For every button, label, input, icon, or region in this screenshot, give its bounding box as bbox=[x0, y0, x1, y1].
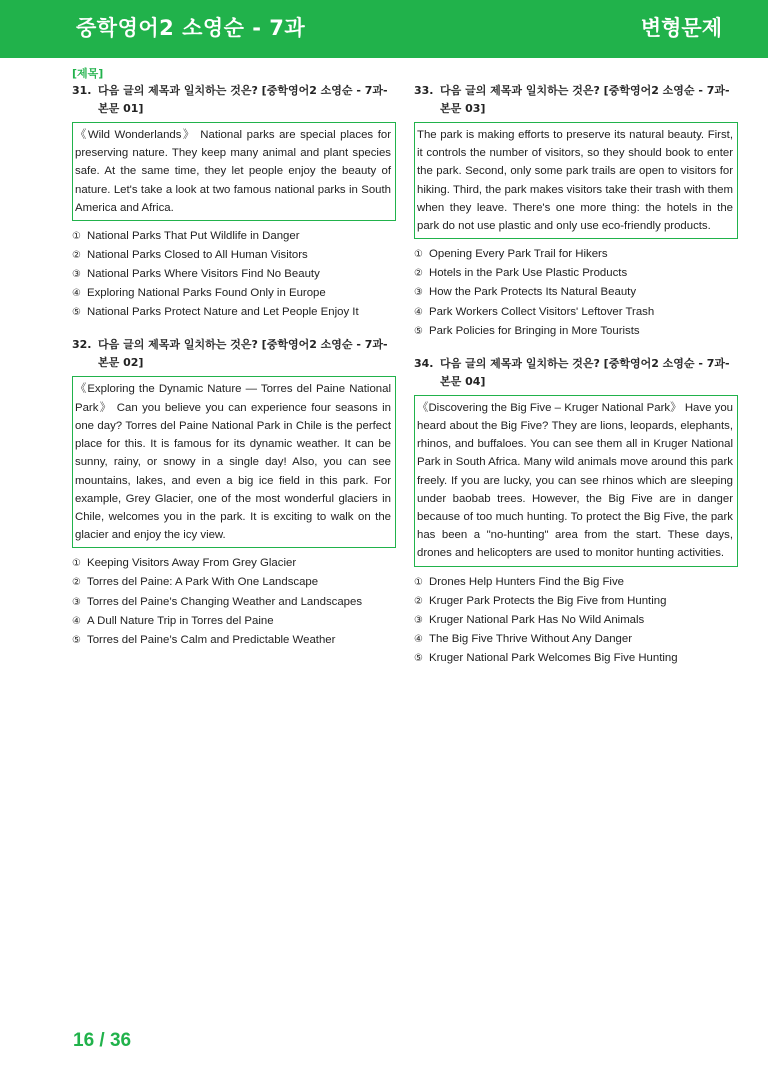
answer-option-5[interactable] bbox=[72, 303, 396, 322]
answer-option-4[interactable] bbox=[72, 612, 396, 631]
question-31 bbox=[72, 82, 396, 322]
left-column bbox=[72, 66, 396, 664]
option-mark: ⑤ bbox=[414, 325, 423, 337]
answer-option-2[interactable] bbox=[72, 573, 396, 592]
right-column bbox=[414, 82, 738, 682]
answer-option-2[interactable] bbox=[414, 264, 738, 283]
option-text: Hotels in the Park Use Plastic Products bbox=[429, 267, 628, 280]
answer-option-1[interactable] bbox=[414, 245, 738, 264]
answer-option-3[interactable] bbox=[72, 265, 396, 284]
passage-box: The park is making efforts to preserve its natural beauty. First, it controls the number of visitors, so they should book to enter the park. Second, only some park trails are open to visitors for hiking. Third, the park makes visitors take their trash with them when they leave. There's one more thing: the hotels in the park do not use plastic and only use eco-friendly products. bbox=[414, 122, 738, 239]
answer-option-4[interactable] bbox=[414, 303, 738, 322]
option-text: National Parks Protect Nature and Let People Enjoy It bbox=[87, 306, 359, 319]
option-mark: ② bbox=[414, 595, 423, 607]
option-mark: ④ bbox=[72, 615, 81, 627]
option-mark: ③ bbox=[72, 269, 81, 281]
question-34 bbox=[414, 355, 738, 668]
answer-option-1[interactable] bbox=[72, 227, 396, 246]
option-mark: ② bbox=[72, 250, 81, 262]
question-text: 다음 글의 제목과 일치하는 것은? [중학영어2 소영순 - 7과-본문 01] bbox=[98, 84, 388, 115]
question-number: 32. bbox=[72, 338, 92, 352]
option-text: National Parks Where Visitors Find No Beauty bbox=[87, 268, 320, 281]
option-text: Keeping Visitors Away From Grey Glacier bbox=[87, 557, 297, 570]
question-text: 다음 글의 제목과 일치하는 것은? [중학영어2 소영순 - 7과-본문 04] bbox=[440, 356, 730, 388]
option-mark: ② bbox=[414, 268, 423, 280]
answer-options bbox=[72, 554, 396, 649]
answer-option-4[interactable] bbox=[414, 630, 738, 649]
worksheet-type-label: 변형문제 bbox=[640, 16, 722, 40]
section-tag: [제목] bbox=[72, 67, 104, 80]
option-text: How the Park Protects Its Natural Beauty bbox=[429, 286, 637, 299]
option-mark: ① bbox=[414, 249, 423, 261]
answer-option-2[interactable] bbox=[72, 246, 396, 265]
question-prompt bbox=[414, 355, 738, 391]
option-mark: ① bbox=[72, 558, 81, 570]
option-mark: ④ bbox=[414, 633, 423, 645]
option-text: National Parks Closed to All Human Visitors bbox=[87, 249, 308, 262]
option-mark: ⑤ bbox=[414, 652, 423, 664]
option-mark: ⑤ bbox=[72, 634, 81, 646]
question-text: 다음 글의 제목과 일치하는 것은? [중학영어2 소영순 - 7과-본문 03] bbox=[440, 84, 730, 115]
option-text: Exploring National Parks Found Only in Europe bbox=[87, 287, 326, 300]
option-text: Drones Help Hunters Find the Big Five bbox=[429, 575, 624, 588]
option-mark: ① bbox=[72, 231, 81, 243]
option-text: National Parks That Put Wildlife in Danger bbox=[87, 230, 300, 243]
option-text: Kruger Park Protects the Big Five from Hunting bbox=[429, 594, 667, 607]
question-32 bbox=[72, 336, 396, 649]
page-header bbox=[0, 0, 768, 58]
answer-options bbox=[414, 573, 738, 668]
option-text: Opening Every Park Trail for Hikers bbox=[429, 248, 608, 261]
question-33 bbox=[414, 82, 738, 341]
question-number: 34. bbox=[414, 356, 434, 370]
answer-options bbox=[72, 227, 396, 322]
option-text: Torres del Paine’s Calm and Predictable Weather bbox=[87, 633, 336, 646]
option-mark: ② bbox=[72, 577, 81, 589]
answer-option-3[interactable] bbox=[414, 611, 738, 630]
option-mark: ① bbox=[414, 576, 423, 588]
option-mark: ③ bbox=[72, 596, 81, 608]
option-text: The Big Five Thrive Without Any Danger bbox=[429, 632, 633, 645]
question-prompt bbox=[72, 336, 396, 372]
question-prompt bbox=[72, 82, 396, 118]
question-prompt bbox=[414, 82, 738, 118]
passage-box: 《Discovering the Big Five – Kruger National Park》 Have you heard about the Big Five? They are lions, leopards, elephants, rhinos, and buffaloes. You can see them all in Kruger National Park in South Africa. Many wild animals move around this park freely. If you are lucky, you can see rhinos which are sleeping under baobab trees. However, the Big Five are in danger because of too much hunting. To protect the Big Five, the park has been a "no-hunting" area from the start. These days, drones and helicopters are used to monitor hunting activities. bbox=[414, 395, 738, 567]
option-mark: ③ bbox=[414, 614, 423, 626]
option-text: Kruger National Park Has No Wild Animals bbox=[429, 613, 645, 626]
option-mark: ③ bbox=[414, 287, 423, 299]
option-text: Torres del Paine: A Park With One Landscape bbox=[87, 576, 319, 589]
option-text: A Dull Nature Trip in Torres del Paine bbox=[87, 614, 274, 627]
passage-box: 《Exploring the Dynamic Nature — Torres del Paine National Park》 Can you believe you can experience four seasons in one day? Torres del Paine National Park in Chile is the perfect place for this. It is famous for its dynamic weather. It can be sunny, rainy, or snowy in a single day! Also, you can see mountains, lakes, and even a big ice field in this park. For example, Grey Glacier, one of the most wonderful glaciers in Chile, welcomes you in the park. It is exciting to walk on the glacier and enjoy the icy view. bbox=[72, 376, 396, 548]
answer-option-3[interactable] bbox=[414, 283, 738, 302]
option-text: Park Workers Collect Visitors' Leftover Trash bbox=[429, 305, 655, 318]
worksheet-title: 중학영어2 소영순 - 7과 bbox=[76, 16, 306, 40]
answer-option-5[interactable] bbox=[414, 322, 738, 341]
option-mark: ④ bbox=[72, 288, 81, 300]
answer-option-1[interactable] bbox=[414, 573, 738, 592]
option-text: Park Policies for Bringing in More Tourists bbox=[429, 324, 640, 337]
answer-option-4[interactable] bbox=[72, 284, 396, 303]
page-number: 16 / 36 bbox=[73, 1030, 132, 1051]
passage-box: 《Wild Wonderlands》 National parks are special places for preserving nature. They keep many animal and plant species safe. At the same time, they let people enjoy the beauty of nature. Let's take a look at two famous national parks in South America and Africa. bbox=[72, 122, 396, 221]
option-text: Torres del Paine’s Changing Weather and Landscapes bbox=[87, 595, 363, 608]
answer-option-3[interactable] bbox=[72, 593, 396, 612]
option-mark: ④ bbox=[414, 306, 423, 318]
option-mark: ⑤ bbox=[72, 307, 81, 319]
question-number: 31. bbox=[72, 84, 92, 97]
question-number: 33. bbox=[414, 84, 434, 97]
answer-option-5[interactable] bbox=[72, 631, 396, 650]
answer-option-2[interactable] bbox=[414, 592, 738, 611]
option-text: Kruger National Park Welcomes Big Five Hunting bbox=[429, 651, 678, 664]
answer-option-5[interactable] bbox=[414, 649, 738, 668]
answer-option-1[interactable] bbox=[72, 554, 396, 573]
question-text: 다음 글의 제목과 일치하는 것은? [중학영어2 소영순 - 7과-본문 02] bbox=[98, 338, 388, 370]
answer-options bbox=[414, 245, 738, 340]
